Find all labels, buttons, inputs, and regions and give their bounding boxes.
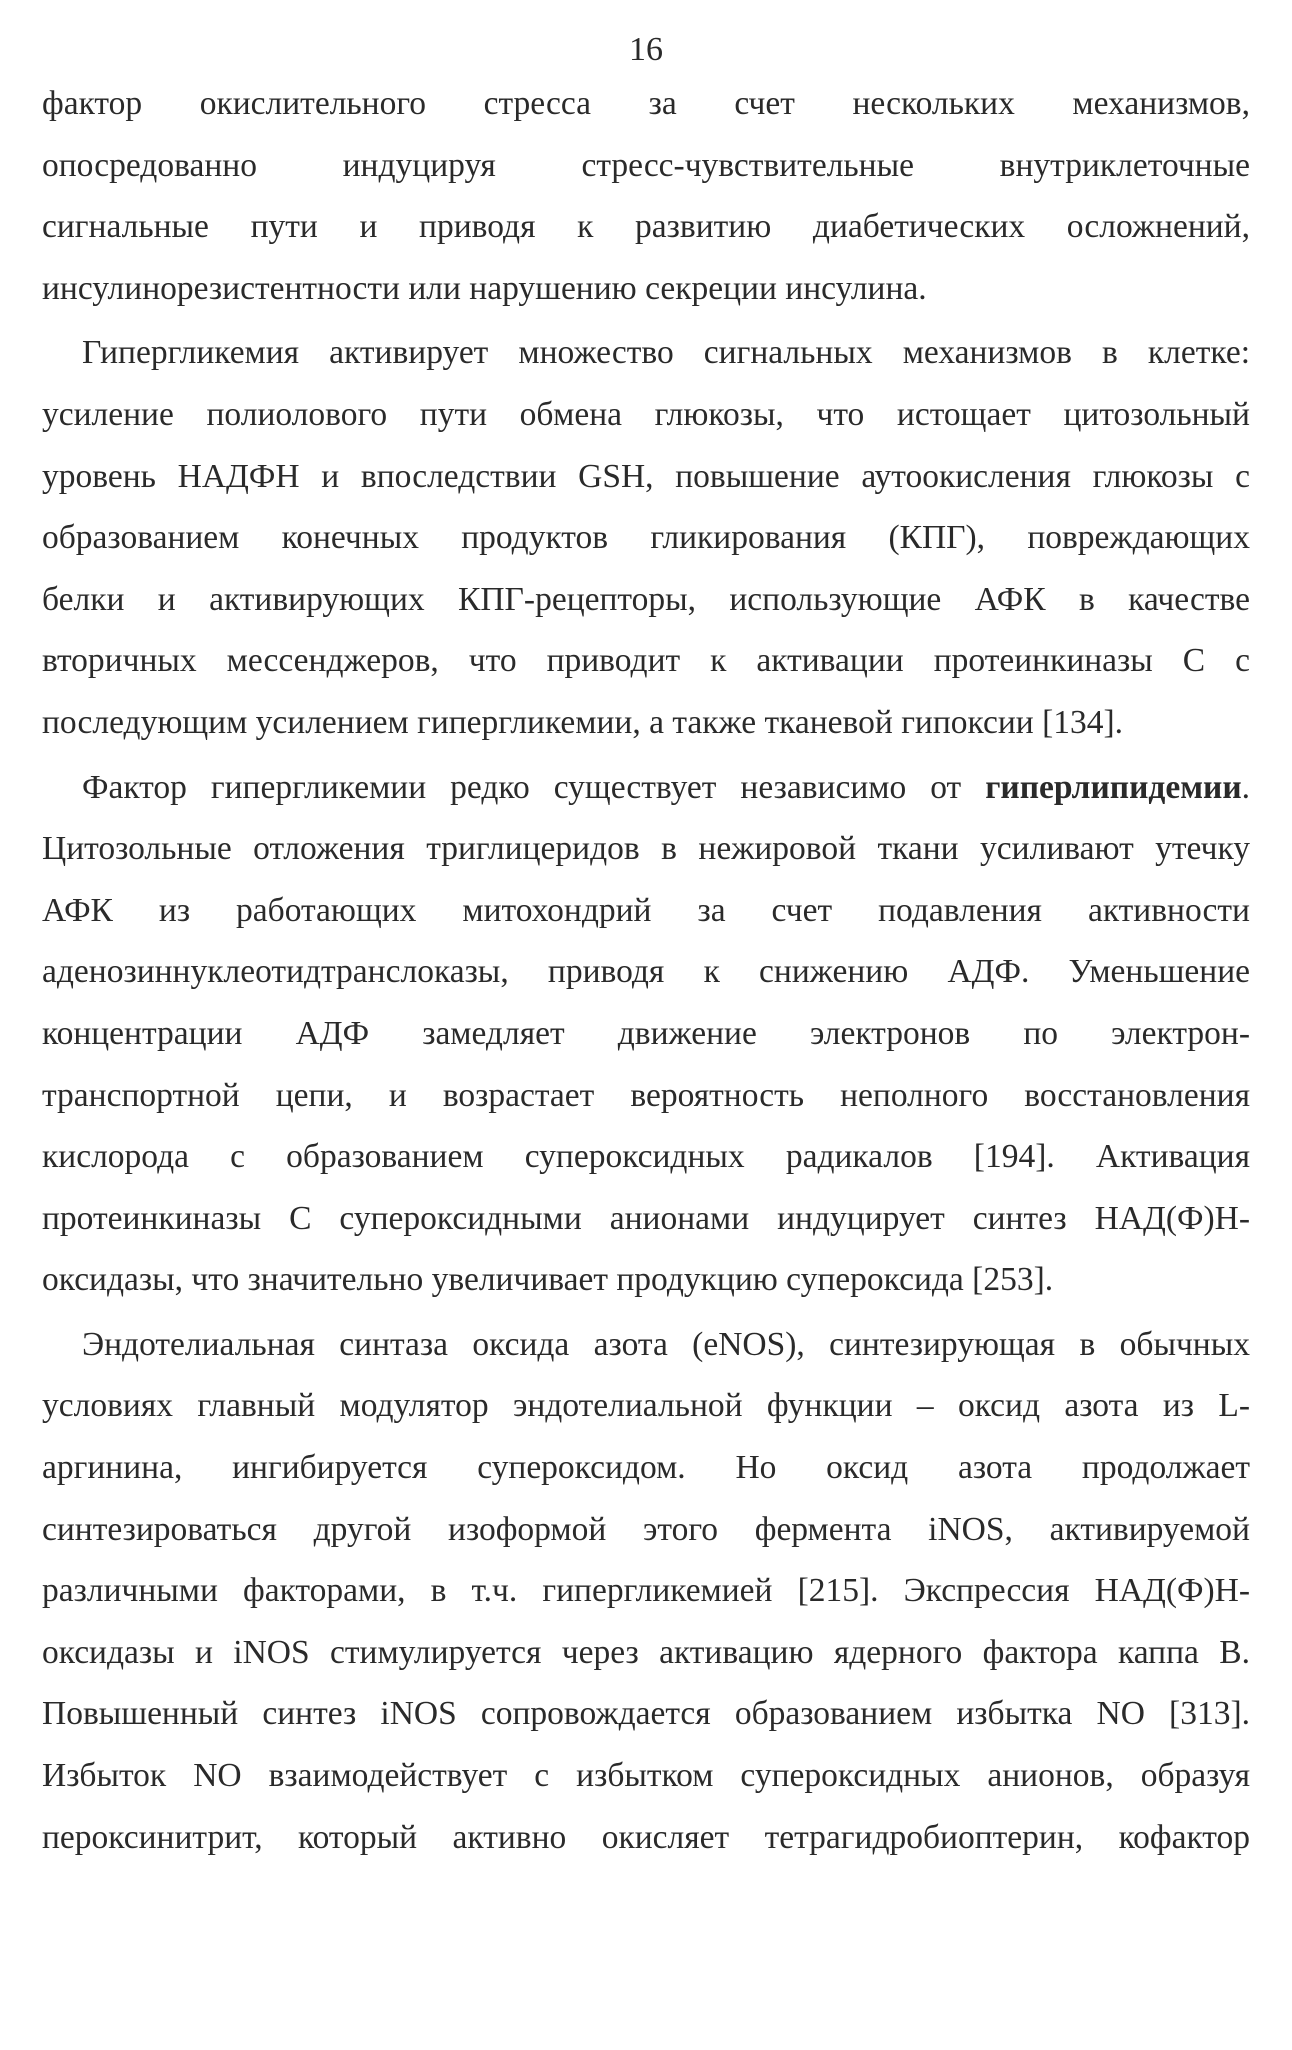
- line-text: оксидазы, что значительно увеличивает продукцию супероксида [253].: [42, 1261, 1054, 1299]
- paragraph: [42, 328, 1250, 759]
- text-line: [42, 1689, 1250, 1751]
- line-text: Фактор гипергликемии редко существует независимо от: [82, 768, 986, 806]
- text-line: [42, 1566, 1250, 1628]
- line-text: пероксинитрит, который активно окисляет тетрагидробиоптерин, кофактор: [42, 1818, 1250, 1856]
- line-text: Цитозольные отложения триглицеридов в нежировой ткани усиливают утечку: [42, 830, 1250, 868]
- paragraph: [42, 79, 1250, 325]
- line-text: последующим усилением гипергликемии, а также тканевой гипоксии [134].: [42, 703, 1124, 741]
- line-text: Гипергликемия активирует множество сигнальных механизмов в клетке:: [82, 334, 1250, 372]
- line-text: оксидазы и iNOS стимулируется через активацию ядерного фактора каппа В.: [42, 1633, 1250, 1671]
- text-line: [42, 886, 1250, 948]
- line-text: белки и активирующих КПГ-рецепторы, использующие АФК в качестве: [42, 580, 1250, 618]
- line-text: протеинкиназы С супероксидными анионами индуцирует синтез НАД(Ф)Н-: [42, 1199, 1250, 1237]
- text-line: [42, 1813, 1250, 1875]
- text-line: [42, 328, 1250, 390]
- line-text: уровень НАДФН и впоследствии GSH, повышение аутоокисления глюкозы с: [42, 457, 1250, 495]
- line-text-tail: .: [1241, 768, 1250, 806]
- line-text: АФК из работающих митохондрий за счет подавления активности: [42, 891, 1250, 929]
- text-line: [42, 264, 1250, 326]
- text-line: [42, 824, 1250, 886]
- paragraph: [42, 763, 1250, 1317]
- text-line: [42, 1009, 1250, 1071]
- line-text: фактор окислительного стресса за счет нескольких механизмов,: [42, 85, 1250, 122]
- text-line: [42, 1443, 1250, 1505]
- line-text: аргинина, ингибируется супероксидом. Но оксид азота продолжает: [42, 1449, 1250, 1487]
- text-line: [42, 1628, 1250, 1690]
- line-text: опосредованно индуцируя стресс-чувствительные внутриклеточные: [42, 146, 1250, 184]
- text-line: [42, 1071, 1250, 1133]
- line-text: различными факторами, в т.ч. гипергликемией [215]. Экспрессия НАД(Ф)Н-: [42, 1572, 1250, 1610]
- line-text: концентрации АДФ замедляет движение электронов по электрон-: [42, 1014, 1250, 1052]
- line-text: инсулинорезистентности или нарушению секреции инсулина.: [42, 269, 927, 307]
- text-line: [42, 947, 1250, 1009]
- bold-term: гиперлипидемии: [985, 768, 1242, 806]
- line-text: синтезироваться другой изоформой этого фермента iNOS, активируемой: [42, 1510, 1250, 1548]
- text-line: [42, 1194, 1250, 1256]
- text-line: [42, 202, 1250, 264]
- text-line: [42, 575, 1250, 637]
- text-line: [42, 513, 1250, 575]
- page-number: 16: [629, 31, 663, 68]
- text-line: [42, 698, 1250, 760]
- line-text: условиях главный модулятор эндотелиальной функции – оксид азота из L-: [42, 1387, 1250, 1425]
- line-text: вторичных мессенджеров, что приводит к активации протеинкиназы С с: [42, 642, 1250, 680]
- line-text: Эндотелиальная синтаза оксида азота (eNOS), синтезирующая в обычных: [82, 1325, 1250, 1363]
- line-text: кислорода с образованием супероксидных радикалов [194]. Активация: [42, 1138, 1250, 1176]
- text-line: [42, 1132, 1250, 1194]
- line-text: Повышенный синтез iNOS сопровождается образованием избытка NO [313].: [42, 1695, 1250, 1733]
- line-text: образованием конечных продуктов гликирования (КПГ), повреждающих: [42, 519, 1250, 557]
- text-line: [42, 390, 1250, 452]
- text-line: [42, 79, 1250, 141]
- line-text: Избыток NO взаимодействует с избытком супероксидных анионов, образуя: [42, 1757, 1250, 1795]
- line-text: усиление полиолового пути обмена глюкозы, что истощает цитозольный: [42, 395, 1250, 433]
- text-line: [42, 763, 1250, 825]
- text-line: [42, 1320, 1250, 1382]
- body-text: [42, 79, 1250, 1874]
- text-line: [42, 1255, 1250, 1317]
- text-line: [42, 141, 1250, 203]
- paragraph: [42, 1320, 1250, 1874]
- line-text: транспортной цепи, и возрастает вероятность неполного восстановления: [42, 1076, 1250, 1114]
- text-line: [42, 1505, 1250, 1567]
- text-line: [42, 452, 1250, 514]
- line-text: сигнальные пути и приводя к развитию диабетических осложнений,: [42, 208, 1250, 246]
- text-line: [42, 1751, 1250, 1813]
- line-text: аденозиннуклеотидтранслоказы, приводя к снижению АДФ. Уменьшение: [42, 953, 1250, 991]
- text-line: [42, 636, 1250, 698]
- text-line: [42, 1381, 1250, 1443]
